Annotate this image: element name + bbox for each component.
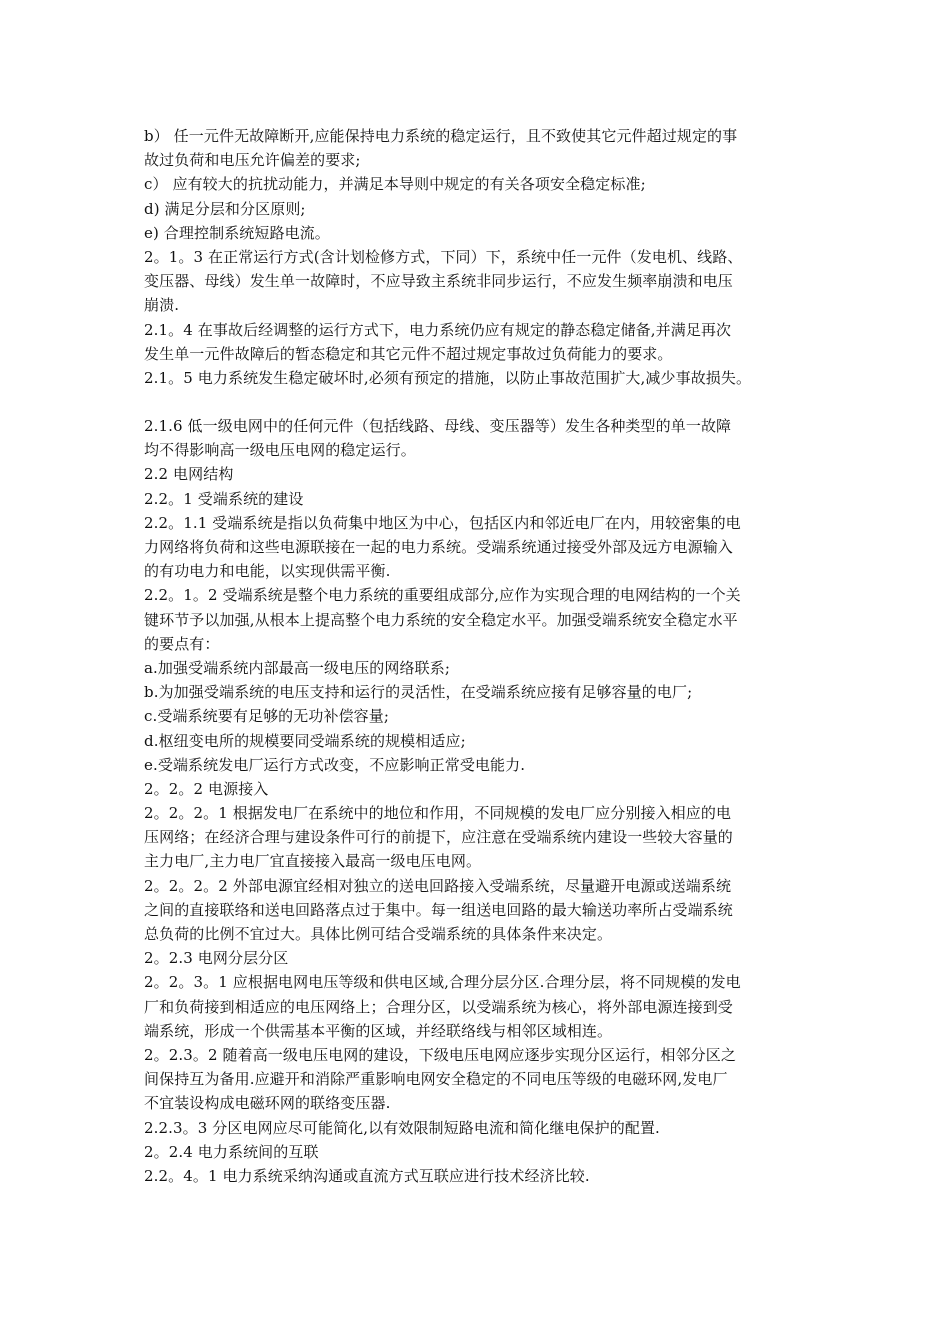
text-line: 端系统，形成一个供需基本平衡的区域，并经联络线与相邻区域相连。 [144,1021,613,1040]
text-line: 变压器、母线）发生单一故障时，不应导致主系统非同步运行，不应发生频率崩溃和电压 [144,272,733,291]
text-line: 崩溃. [144,296,180,315]
text-line: 厂和负荷接到相适应的电压网络上；合理分区，以受端系统为核心，将外部电源连接到受 [144,997,733,1016]
text-line: e.受端系统发电厂运行方式改变，不应影响正常受电能力. [144,755,526,774]
text-line: b） 任一元件无故障断开,应能保持电力系统的稳定运行，且不致使其它元件超过规定的事 [144,127,738,145]
text-line: 不宜装设构成电磁环网的联络变压器. [144,1094,391,1113]
text-line: 压网络；在经济合理与建设条件可行的前提下，应注意在受端系统内建设一些较大容量的 [144,828,733,847]
text-line: 2.1。4 在事故后经调整的运行方式下，电力系统仍应有规定的静态稳定储备,并满足再次 [144,320,732,339]
text-line: 2.2。1 受端系统的建设 [144,489,304,508]
text-line: 2。2.3 电网分层分区 [144,949,289,968]
text-line: 2。1。3 在正常运行方式(含计划检修方式，下同）下，系统中任一元件（发电机、线路、 [144,247,743,266]
text-line: 的有功电力和电能，以实现供需平衡. [144,562,391,581]
text-line: 主力电厂,主力电厂宜直接接入最高一级电压电网。 [144,852,482,871]
text-line: 2。2。3。1 应根据电网电压等级和供电区域,合理分层分区.合理分层，将不同规模的发电 [144,973,741,992]
text-line: a.加强受端系统内部最高一级电压的网络联系; [144,658,450,677]
text-line: 2.1.6 低一级电网中的任何元件（包括线路、母线、变压器等）发生各种类型的单一故障 [144,417,732,436]
text-line: 均不得影响高一级电压电网的稳定运行。 [144,441,416,460]
document-body [144,124,824,1188]
text-line: 键环节予以加强,从根本上提高整个电力系统的安全稳定水平。加强受端系统安全稳定水平 [144,610,738,629]
text-line: 2.2 电网结构 [144,465,234,484]
text-line: 发生单一元件故障后的暂态稳定和其它元件不超过规定事故过负荷能力的要求。 [144,344,673,363]
text-line: d.枢纽变电所的规模要同受端系统的规模相适应; [144,731,466,750]
text-line: b.为加强受端系统的电压支持和运行的灵活性，在受端系统应接有足够容量的电厂; [144,683,693,702]
text-line: e) 合理控制系统短路电流。 [144,223,330,242]
text-line: 的要点有： [144,634,220,653]
text-line: c） 应有较大的抗扰动能力，并满足本导则中规定的有关各项安全稳定标准; [144,175,646,194]
text-line: 2.1。5 电力系统发生稳定破坏时,必须有预定的措施，以防止事故范围扩大,减少事故损失。 [144,368,752,387]
text-block-before-gap [144,124,824,390]
text-line: 间保持互为备用.应避开和消除严重影响电网安全稳定的不同电压等级的电磁环网,发电厂 [144,1070,728,1089]
text-line: 2.2.3。3 分区电网应尽可能简化,以有效限制短路电流和简化继电保护的配置. [144,1118,660,1137]
text-line: c.受端系统要有足够的无功补偿容量; [144,707,390,726]
text-line: 2。2.3。2 随着高一级电压电网的建设，下级电压电网应逐步实现分区运行，相邻分区之 [144,1045,736,1064]
text-line: 之间的直接联络和送电回路落点过于集中。每一组送电回路的最大输送功率所占受端系统 [144,900,733,919]
text-line: 力网络将负荷和这些电源联接在一起的电力系统。受端系统通过接受外部及远方电源输入 [144,538,733,556]
text-line: 2.2。1.1 受端系统是指以负荷集中地区为中心，包括区内和邻近电厂在内，用较密集的电 [144,513,741,532]
text-line: d) 满足分层和分区原则; [144,199,306,218]
paragraph-gap [144,390,824,414]
text-line: 总负荷的比例不宜过大。具体比例可结合受端系统的具体条件来决定。 [144,925,613,943]
text-line: 2。2。2。2 外部电源宜经相对独立的送电回路接入受端系统，尽量避开电源或送端系统 [144,876,732,895]
text-line: 故过负荷和电压允许偏差的要求; [144,151,361,170]
text-line: 2。2。2 电源接入 [144,779,269,798]
text-line: 2。2.4 电力系统间的互联 [144,1142,319,1161]
text-line: 2.2。4。1 电力系统采纳沟通或直流方式互联应进行技术经济比较. [144,1166,590,1185]
text-line: 2。2。2。1 根据发电厂在系统中的地位和作用，不同规模的发电厂应分别接入相应的电 [144,804,732,823]
text-line: 2.2。1。2 受端系统是整个电力系统的重要组成部分,应作为实现合理的电网结构的一个关 [144,586,741,605]
text-block-after-gap [144,414,824,1188]
